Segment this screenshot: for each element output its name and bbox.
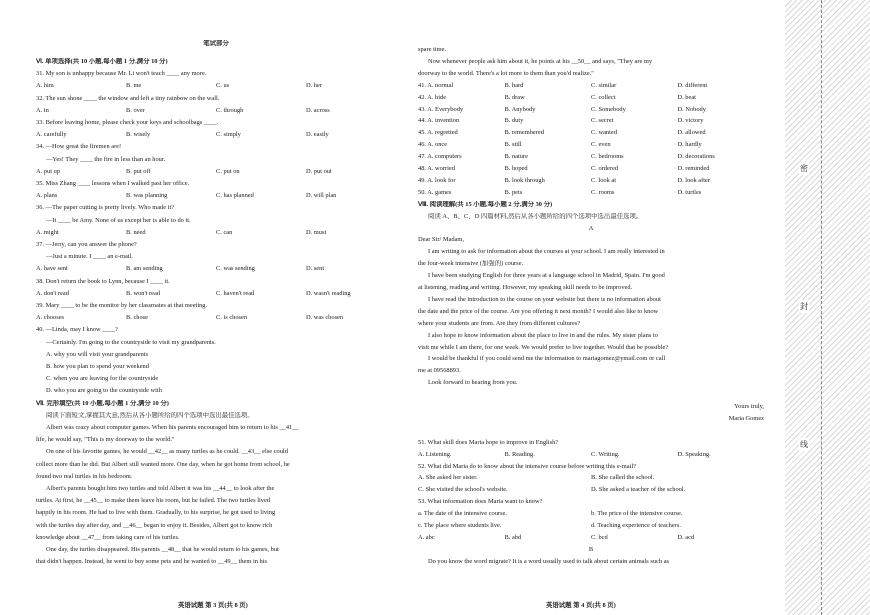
option: C. bedrooms — [591, 153, 624, 161]
option: D. decorations — [677, 153, 715, 161]
text-line: with the turtles day after day, and __46__ began to enjoy it. Besides, Albert got to know rich — [36, 521, 273, 529]
option: C. can — [216, 228, 233, 236]
text-line: A — [588, 224, 594, 232]
option: D. look after — [677, 176, 710, 184]
option-row — [36, 290, 396, 298]
option: C. was sending — [216, 265, 255, 273]
option: A. in — [36, 106, 49, 114]
option-row — [418, 94, 764, 102]
text-line: the date and the price of the course. Are you offering it next month? I would also like to know — [418, 307, 659, 315]
option: A. have sent — [36, 265, 68, 273]
text-line: 36. —The paper cutting is pretty lively. Who made it? — [36, 204, 175, 212]
text-line: 32. The sun shone ____ the window and left a tiny rainbow on the wall. — [36, 94, 220, 102]
option: 49. A. look for — [418, 176, 456, 184]
option: d. Teaching experience of teachers. — [591, 522, 681, 529]
text-line: Dear Sir/ Madam, — [418, 236, 464, 244]
option: A. plans — [36, 192, 58, 200]
option: D. her — [306, 82, 322, 90]
option: A. don't read — [36, 289, 69, 297]
text-line: B. how you plan to spend your weekend — [46, 363, 149, 370]
option: A. carefully — [36, 131, 67, 139]
text-line: 40. —Linda, may I know ____? — [36, 326, 118, 334]
text-line: 35. Miss Zhang ____ lessons when I walked past her office. — [36, 180, 190, 187]
text-line: doorway to the world. There's a lot more to them than you'd realize." — [418, 69, 594, 77]
text-line: Do you know the word migrate? It is a word usually used to talk about certain animals such as — [428, 557, 670, 565]
text-line: Maria Gomez — [728, 414, 764, 422]
option: B. duty — [504, 117, 524, 125]
option: B. still — [504, 141, 522, 149]
option-row — [418, 474, 764, 482]
binding-margin — [785, 0, 870, 615]
option: C. has planned — [216, 192, 254, 200]
seal-line — [821, 0, 822, 615]
option: 48. A. worried — [418, 165, 455, 172]
option: A. abc — [418, 533, 435, 541]
option: D. acd — [677, 533, 695, 541]
option: 50. A. games — [418, 188, 452, 196]
option-row — [36, 82, 396, 90]
text-line: 52. What did Maria do to know about the intensive course before writing this e-mail? — [418, 462, 636, 470]
text-line: 31. My son is unhappy because Mr. Li won't teach ____ any more. — [36, 70, 207, 78]
option: B. remembered — [504, 129, 544, 137]
option: B. over — [126, 106, 145, 114]
option: B. chose — [126, 314, 149, 322]
option: C. Writing. — [591, 450, 620, 458]
text-line: Albert was crazy about computer games. When his parents encouraged him to return to his __41__ — [46, 424, 299, 431]
option: C. us — [216, 82, 230, 90]
option: B. me — [126, 82, 142, 90]
text-line: I am writing to ask for information about the courses at your school. I am really interested in — [428, 248, 665, 256]
seal-char-feng: 封 — [800, 302, 808, 311]
option-row — [418, 451, 764, 459]
text-line: 阅读 A、B、C、D 四篇材料,然后从各小题所给的四个选项中选出最佳选项。 — [428, 212, 643, 220]
option: C. look at — [591, 176, 617, 184]
option-row — [418, 117, 764, 125]
option: D. hardly — [677, 141, 702, 149]
text-line: Yours truly, — [734, 403, 764, 410]
option: B. wisely — [126, 131, 151, 139]
option: D. put out — [306, 167, 332, 175]
option: A. She asked her sister. — [418, 474, 478, 482]
text-line: 33. Before leaving home, please check your keys and schoolbags ____. — [36, 119, 219, 126]
text-line: life, he would say, "This is my doorway to the world." — [36, 436, 175, 444]
option: B. nature — [504, 153, 528, 161]
option: D. Speaking. — [677, 450, 711, 458]
page-3 — [36, 0, 396, 615]
text-line: —Yes! They ____ the fire in less than an hour. — [46, 155, 166, 163]
text-line: C. when you are leaving for the countryside — [46, 375, 159, 383]
option: B. draw — [504, 93, 525, 101]
option: B. abd — [504, 533, 522, 541]
text-line: collect more than he did. But Albert still wanted more. One day, when he got home from school, he — [36, 460, 290, 468]
option: C. Somebody — [591, 105, 626, 113]
option: B. won't read — [126, 289, 160, 297]
text-line: —It ____ be Amy. None of us except her is able to do it. — [46, 216, 191, 224]
text-line: turtles. At first, he __45__ to make them leave his room, but he failed. The two turtles lived — [36, 497, 270, 505]
option: B. was planning — [126, 192, 168, 200]
option: B. pets — [504, 188, 523, 196]
text-line: —Just a minute. I ____ an e-mail. — [46, 253, 133, 261]
option: C. through — [216, 106, 244, 114]
option: C. She visited the school's website. — [418, 486, 508, 494]
text-line: Now whenever people ask him about it, he points at his __50__ and says, "They are my — [428, 57, 653, 65]
option: C. even — [591, 141, 611, 149]
option: A. Listening. — [418, 450, 452, 458]
text-line: 39. Mary ____ to be the monitor by her classmates at that meeting. — [36, 302, 208, 309]
text-line: 37. —Jerry, can you answer the phone? — [36, 241, 137, 248]
option-row — [36, 168, 396, 176]
option-row — [418, 165, 764, 173]
option: B. look through — [504, 176, 545, 184]
text-line: B — [588, 545, 594, 553]
option: D. will plan — [306, 192, 337, 200]
text-line: happily in his room. He had to live with them. Gradually, to his surprise, he got used to living — [36, 509, 276, 517]
option: D. She asked a teacher of the school. — [591, 486, 686, 494]
option: D. victory — [677, 117, 704, 125]
text-line: Look forward to hearing from you. — [428, 379, 518, 387]
option: B. Anybody — [504, 105, 536, 113]
option: D. must — [306, 228, 327, 236]
option: C. secret — [591, 117, 614, 125]
option: B. hoped — [504, 165, 528, 172]
option: B. need — [126, 228, 146, 236]
option: A. might — [36, 228, 59, 236]
option: C. put on — [216, 167, 240, 175]
text-line: On one of his favorite games, he would __42__ as many turtles as he could. __43__ else could — [46, 448, 288, 456]
option: B. She called the school. — [591, 474, 655, 482]
option: C. bcd — [591, 533, 608, 541]
option-row — [36, 229, 396, 237]
text-line: A. why you will visit your grandparents — [46, 350, 149, 358]
text-line: One day, the turtles disappeared. His parents __48__ that he would return to his games, but — [46, 546, 279, 553]
text-line: spare time. — [418, 46, 447, 53]
option: a. The date of the intensive course. — [418, 510, 507, 518]
option-row — [418, 510, 764, 518]
option: D. sent — [306, 265, 325, 273]
option: C. ordered — [591, 165, 618, 172]
text-line: where your students are from. Are they from different cultures? — [418, 319, 581, 327]
option-row — [418, 177, 764, 185]
option-row — [418, 153, 764, 161]
text-line: 53. What information does Maria want to know? — [418, 498, 543, 506]
option: D. reminded — [677, 165, 710, 172]
text-line: 34. —How great the firemen are! — [36, 143, 122, 151]
option: C. wanted — [591, 129, 617, 137]
text-line: I would be thankful if you could send me the information to mariagomez@ymail.com or call — [428, 355, 666, 363]
option: D. turtles — [677, 188, 702, 196]
text-line: visit me while I am there, for one week. We would prefer to live together. Would that be possible? — [418, 343, 669, 351]
option-row — [36, 192, 396, 200]
option: C. similar — [591, 81, 617, 89]
text-line: Ⅶ. 完形填空(共 10 小题,每小题 1 分,满分 10 分) — [36, 399, 169, 407]
option: B. Reading. — [504, 450, 535, 458]
option: B. put off — [126, 167, 151, 175]
option: A. him — [36, 82, 54, 90]
option: 41. A. normal — [418, 81, 454, 89]
text-line: I also hope to know information about the place to live in and the rules. My sister plans to — [428, 331, 658, 339]
text-line: 51. What skill does Maria hope to improve in English? — [418, 438, 559, 446]
option: A. chooses — [36, 314, 65, 322]
page-footer-right: 英语试题 第 4 页(共 8 页) — [546, 602, 616, 609]
option-row — [418, 129, 764, 137]
text-line: that didn't happen. Instead, he went to buy some pets and he wanted to __49__ them in his — [36, 558, 267, 566]
option: 45. A. regretted — [418, 129, 458, 137]
option: D. beat — [677, 93, 696, 101]
option-row — [36, 107, 396, 115]
option: 43. A. Everybody — [418, 105, 464, 113]
option: D. wasn't reading — [306, 289, 351, 297]
option: A. put up — [36, 167, 60, 175]
option: c. The place where students live. — [418, 522, 502, 529]
option: C. simply — [216, 131, 241, 139]
text-line: me at 09568893. — [418, 367, 461, 375]
option-row — [418, 486, 764, 494]
text-line: D. who you are going to the countryside with — [46, 387, 162, 395]
option-row — [36, 131, 396, 139]
text-line: found two real turtles in his bedroom. — [36, 472, 133, 480]
option-row — [418, 141, 764, 149]
text-line: I have read the introduction to the course on your website but there is no information about — [428, 295, 661, 303]
option: C. collect — [591, 93, 616, 101]
option: C. is chosen — [216, 314, 248, 322]
option-row — [418, 522, 764, 530]
option: D. allowed — [677, 129, 706, 137]
text-line: Albert's parents bought him two turtles and told Albert it was his __44__ to look after the — [46, 485, 275, 492]
option: 46. A. once — [418, 141, 448, 149]
text-line: I have been studying English for three years at a language school in Madrid, Spain. I'm good — [428, 272, 665, 280]
option-row — [418, 534, 764, 542]
text-line: 阅读下面短文,掌握其大意,然后从各小题所给的四个选项中选出最佳选项。 — [46, 411, 254, 419]
option: 42. A. hide — [418, 93, 447, 101]
section-title: 笔试部分 — [203, 40, 229, 47]
option-row — [418, 82, 764, 90]
option: D. across — [306, 106, 330, 114]
option: D. Nobody — [677, 105, 706, 113]
text-line: knowledge about __47__ from taking care of his turtles. — [36, 533, 180, 541]
option: b. The price of the intensive course. — [591, 510, 683, 518]
option-row — [418, 106, 764, 114]
option-row — [36, 265, 396, 273]
option: D. different — [677, 81, 708, 89]
text-line: Ⅷ. 阅读理解(共 15 小题,每小题 2 分,满分 30 分) — [418, 200, 553, 208]
text-line: at listening, reading and writing. However, my speaking skill needs to be improved. — [418, 284, 633, 291]
seal-char-xian: 线 — [800, 440, 808, 449]
option-row — [36, 314, 396, 322]
option-row — [418, 189, 764, 197]
text-line: —Certainly. I'm going to the countryside to visit my grandparents. — [46, 338, 216, 346]
page-footer-left: 英语试题 第 3 页(共 8 页) — [178, 602, 248, 609]
option: 44. A. invention — [418, 117, 460, 125]
text-line: 38. Don't return the book to Lynn, because I ____ it. — [36, 277, 170, 285]
option: D. easily — [306, 131, 329, 139]
text-line: the four-week intensive (加强的) course. — [418, 260, 524, 268]
option: B. hard — [504, 81, 524, 89]
option: B. am sending — [126, 265, 163, 273]
seal-char-mi: 密 — [800, 164, 808, 173]
option: C. haven't read — [216, 289, 255, 297]
option: 47. A. computers — [418, 153, 462, 161]
option: D. was chosen — [306, 314, 344, 322]
option: C. rooms — [591, 188, 615, 196]
text-line: Ⅵ. 单项选择(共 10 小题,每小题 1 分,满分 10 分) — [36, 58, 168, 65]
page-4 — [418, 0, 764, 615]
